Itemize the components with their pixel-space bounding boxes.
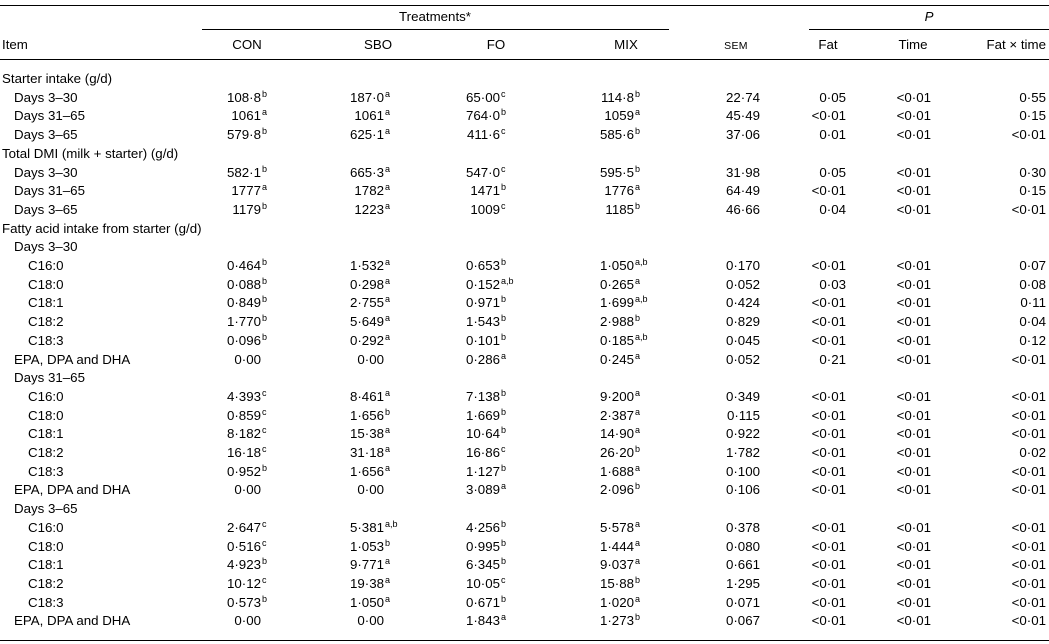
p-fat-cell: 0·04 <box>819 201 846 217</box>
value-number: 1·127 <box>465 463 500 479</box>
p-fat-x-time-cell: <0·01 <box>1011 594 1046 610</box>
value-number: 0·00 <box>234 351 261 367</box>
section-label: Total DMI (milk + starter) (g/d) <box>2 145 179 161</box>
section-label: Starter intake (g/d) <box>2 71 113 86</box>
row-label: Days 31–65 <box>14 108 85 124</box>
sem-cell: 0·349 <box>725 388 760 404</box>
value-number: 0·573 <box>226 594 261 610</box>
sem-cell: 45·49 <box>725 108 760 124</box>
row-label: EPA, DPA and DHA <box>14 351 131 367</box>
p-fat-cell: <0·01 <box>811 538 846 554</box>
value-number: 0·00 <box>357 351 384 367</box>
p-fat-cell: <0·01 <box>811 332 846 348</box>
p-time-cell: <0·01 <box>896 613 931 629</box>
col-header-sbo: SBO <box>363 37 393 52</box>
value-number: 9·037 <box>599 557 634 573</box>
sem-cell: 0·424 <box>725 295 760 311</box>
value-number: 9·771 <box>349 557 384 573</box>
sem-cell: 0·106 <box>725 482 760 498</box>
p-time-cell: <0·01 <box>896 127 931 143</box>
sem-cell: 1·782 <box>725 445 760 460</box>
sem-cell: 46·66 <box>725 201 760 217</box>
row-label: C18:2 <box>28 314 64 330</box>
col-header-fat: Fat <box>818 37 838 52</box>
section-label: Days 3–30 <box>14 239 78 255</box>
value-number: 0·088 <box>226 276 261 292</box>
value-number: 1·543 <box>465 314 500 330</box>
col-header-fo: FO <box>486 37 506 52</box>
p-time-cell: <0·01 <box>896 482 931 498</box>
p-fat-cell: <0·01 <box>811 445 846 460</box>
row-label: C18:2 <box>28 445 64 460</box>
sem-cell: 0·052 <box>725 276 760 292</box>
row-label: C18:0 <box>28 276 64 292</box>
value-number: 0·096 <box>226 332 261 348</box>
row-label: C18:1 <box>28 557 64 573</box>
p-fat-x-time-cell: <0·01 <box>1011 127 1046 143</box>
p-time-cell: <0·01 <box>896 557 931 573</box>
value-number: 1223 <box>354 201 384 217</box>
p-fat-cell: <0·01 <box>811 108 846 124</box>
p-time-cell: <0·01 <box>896 164 931 180</box>
value-number: 0·00 <box>234 482 261 498</box>
value-number: 108·8 <box>226 89 261 105</box>
value-number: 2·647 <box>226 519 261 535</box>
sem-cell: 0·922 <box>725 426 760 442</box>
row-label: C18:1 <box>28 295 64 311</box>
value-number: 16·18 <box>226 445 261 460</box>
value-number: 114·8 <box>600 89 634 105</box>
value-number: 0·245 <box>599 351 634 367</box>
p-time-cell: <0·01 <box>896 538 931 554</box>
value-number: 1185 <box>605 201 634 217</box>
value-number: 579·8 <box>226 127 261 143</box>
value-number: 10·05 <box>465 575 500 591</box>
value-number: 5·649 <box>349 314 384 330</box>
p-time-cell: <0·01 <box>896 314 931 330</box>
p-fat-cell: <0·01 <box>811 575 846 591</box>
value-number: 1776 <box>604 183 634 199</box>
value-number: 764·0 <box>465 108 500 124</box>
value-number: 0·00 <box>357 613 384 629</box>
row-label: C16:0 <box>28 519 64 535</box>
p-fat-x-time-cell: <0·01 <box>1011 519 1046 535</box>
value-number: 8·461 <box>349 388 384 404</box>
value-number: 4·393 <box>226 388 261 404</box>
value-number: 0·464 <box>226 258 261 273</box>
value-number: 582·1 <box>226 164 261 180</box>
value-number: 1059 <box>604 108 634 124</box>
value-number: 1061 <box>354 108 384 124</box>
p-fat-cell: <0·01 <box>811 519 846 535</box>
value-number: 1·444 <box>599 538 634 554</box>
value-number: 1·656 <box>349 463 384 479</box>
p-time-cell: <0·01 <box>896 89 931 105</box>
p-fat-cell: <0·01 <box>811 183 846 199</box>
row-label: EPA, DPA and DHA <box>14 482 131 498</box>
col-header-mix: MIX <box>614 37 638 52</box>
p-fat-x-time-cell: 0·04 <box>1019 314 1046 330</box>
sem-cell: 0·829 <box>725 314 760 330</box>
p-time-cell: <0·01 <box>896 295 931 311</box>
p-fat-cell: <0·01 <box>811 295 846 311</box>
p-fat-x-time-cell: <0·01 <box>1011 538 1046 554</box>
value-number: 0·298 <box>349 276 384 292</box>
p-fat-x-time-cell: <0·01 <box>1011 388 1046 404</box>
value-number: 547·0 <box>465 164 500 180</box>
p-time-cell: <0·01 <box>896 463 931 479</box>
value-number: 14·90 <box>599 426 634 442</box>
value-number: 0·101 <box>465 332 500 348</box>
sem-cell: 37·06 <box>725 127 760 143</box>
p-fat-x-time-cell: 0·15 <box>1019 183 1046 199</box>
row-label: Days 3–30 <box>14 164 78 180</box>
sem-cell: 0·071 <box>725 594 760 610</box>
row-label: C16:0 <box>28 258 64 273</box>
sem-cell: 0·045 <box>725 332 760 348</box>
value-number: 1·050 <box>349 594 384 610</box>
p-time-cell: <0·01 <box>896 201 931 217</box>
nutrition-table: Treatments* P Item CON SBO FO MIX SEM Fat Time Fat × time Starter intake (g/d) Days 3–30 108·8 b 187·0 a 65·00 c 114·8 b 22·74 0·05 <0·01 0·55 Days 31–65 1061 a 1061 a 764·0 b 1059 a 45·49 <0·01 <0·01 0·15 Days 3–65 579·8 b 625·1 a 411·6 c 585·6 b 37·06 0·01 <0·01 <0·01 Total DMI (milk + starter) (g/d) Days 3–30 582·1 b 665·3 a 547·0 c 595·5 b 31·98 0·05 <0·01 0·30 Days 31–65 1777 a 1782 a 1471 b 1776 a 64·49 <0·01 <0·01 0·15 Days 3–65 1179 b 1223 a 1009 c 1185 b 46·66 0·04 <0·01 <0·01 Fatty acid intake from starter (g/d) Days 3–30 C16:0 0·464 b 1·532 a 0·653 b 1·050 a,b 0·170 <0·01 <0·01 0·07 C18:0 0·088 b 0·298 a 0·152 a,b 0·265 a 0·052 0·03 <0·01 0·08 C18:1 0·849 b 2·755 a 0·971 b 1·699 a,b 0·424 <0·01 <0·01 0·11 C18:2 1·770 b 5·649 a 1·543 b 2·988 b 0·829 <0·01 <0·01 0·04 C18:3 0·096 b 0·292 a 0·101 b 0·185 a,b 0·045 <0·01 <0·01 0·12 EPA, DPA and DHA 0·00 0·00 0·286 a 0·245 a 0·052 0·21 <0·01 <0·01 Days 31–65 C16:0 4·393 c 8·461 a 7·138 b 9·200 a 0·349 <0·01 <0·01 <0·01 C18:0 0·859 c 1·656 b 1·669 b 2·387 a 0·115 <0·01 <0·01 <0·01 C18:1 8·182 c 15·38 a 10·64 b 14·90 a 0·922 <0·01 <0·01 <0·01 C18:2 16·18 c 31·18 a 16·86 c 26·20 b 1·782 <0·01 <0·01 0·02 C18:3 0·952 b 1·656 a 1·127 b 1·688 a 0·100 <0·01 <0·01 <0·01 EPA, DPA and DHA 0·00 0·00 3·089 a 2·096 b 0·106 <0·01 <0·01 <0·01 Days 3–65 C16:0 2·647 c 5·381 a,b 4·256 b 5·578 a 0·378 <0·01 <0·01 <0·01 C18:0 0·516 c 1·053 b 0·995 b 1·444 a 0·080 <0·01 <0·01 <0·01 C18:1 4·923 b 9·771 a 6·345 b 9·037 a 0·661 <0·01 <0·01 <0·01 C18:2 10·12 c 19·38 a 10·05 c 15·88 b 1·295 <0·01 <0·01 <0·01 C18:3 0·573 b 1·050 a 0·671 b 1·020 a 0·071 <0·01 <0·01 <0·01 EPA, DPA and DHA 0·00 0·00 1·843 a 1·273 b 0·067 <0·01 <0·01 <0·01 <box>0 0 1049 644</box>
p-fat-x-time-cell: 0·08 <box>1019 276 1046 292</box>
value-number: 1782 <box>354 183 384 199</box>
p-time-cell: <0·01 <box>896 108 931 124</box>
value-number: 4·256 <box>465 519 500 535</box>
value-number: 0·671 <box>465 594 500 610</box>
value-number: 10·64 <box>465 426 500 442</box>
row-label: C16:0 <box>28 388 64 404</box>
p-fat-cell: <0·01 <box>811 463 846 479</box>
p-fat-cell: <0·01 <box>811 314 846 330</box>
value-number: 2·387 <box>599 407 634 423</box>
p-fat-cell: <0·01 <box>811 613 846 629</box>
col-header-sem: SEM <box>724 40 748 52</box>
p-fat-cell: 0·05 <box>819 89 846 105</box>
row-label: Days 3–65 <box>14 127 78 143</box>
top-rule <box>0 5 1049 6</box>
p-fat-x-time-cell: <0·01 <box>1011 463 1046 479</box>
p-fat-x-time-cell: <0·01 <box>1011 201 1046 217</box>
p-fat-x-time-cell: <0·01 <box>1011 613 1046 629</box>
p-fat-cell: <0·01 <box>811 426 846 442</box>
value-number: 665·3 <box>349 164 384 180</box>
p-time-cell: <0·01 <box>896 519 931 535</box>
p-fat-x-time-cell: <0·01 <box>1011 426 1046 442</box>
p-fat-x-time-cell: 0·11 <box>1020 295 1046 311</box>
row-label: C18:3 <box>28 594 64 610</box>
p-fat-cell: <0·01 <box>811 388 846 404</box>
value-number: 4·923 <box>226 557 261 573</box>
row-label: EPA, DPA and DHA <box>14 613 131 629</box>
p-time-cell: <0·01 <box>896 445 931 460</box>
row-label: C18:1 <box>28 426 64 442</box>
row-label: C18:0 <box>28 538 64 554</box>
value-number: 1·669 <box>465 407 500 423</box>
value-number: 16·86 <box>465 445 500 460</box>
p-fat-x-time-cell: <0·01 <box>1011 575 1046 591</box>
value-number: 595·5 <box>599 164 634 180</box>
p-fat-x-time-cell: 0·15 <box>1019 108 1046 124</box>
value-number: 0·859 <box>226 407 261 423</box>
value-number: 5·578 <box>599 519 634 535</box>
value-number: 585·6 <box>599 127 634 143</box>
value-number: 2·096 <box>599 482 634 498</box>
value-number: 1·273 <box>599 613 634 629</box>
value-number: 0·292 <box>349 332 384 348</box>
value-number: 0·971 <box>465 295 500 311</box>
value-number: 8·182 <box>226 426 261 442</box>
sem-cell: 0·052 <box>725 351 760 367</box>
value-number: 3·089 <box>465 482 500 498</box>
row-label: Days 3–65 <box>14 201 78 217</box>
value-number: 0·995 <box>465 538 500 554</box>
sem-cell: 31·98 <box>725 164 760 180</box>
p-fat-x-time-cell: <0·01 <box>1011 407 1046 423</box>
value-number: 1·688 <box>599 463 634 479</box>
row-label: C18:2 <box>28 575 64 591</box>
value-number: 1·053 <box>349 538 384 554</box>
p-time-cell: <0·01 <box>896 426 931 442</box>
p-time-cell: <0·01 <box>896 351 931 367</box>
value-number: 1·020 <box>599 594 634 610</box>
value-number: 625·1 <box>349 127 384 143</box>
sem-cell: 0·115 <box>726 407 760 423</box>
value-number: 7·138 <box>465 388 500 404</box>
sem-cell: 0·661 <box>725 557 760 573</box>
p-fat-x-time-cell: 0·02 <box>1019 445 1046 460</box>
value-number: 1·656 <box>349 407 384 423</box>
value-number: 0·152 <box>465 276 500 292</box>
section-label: Fatty acid intake from starter (g/d) <box>2 220 202 236</box>
value-number: 1471 <box>470 183 500 199</box>
p-header: P <box>924 9 934 24</box>
p-time-cell: <0·01 <box>896 388 931 404</box>
p-fat-x-time-cell: <0·01 <box>1011 482 1046 498</box>
sem-cell: 0·170 <box>725 258 760 273</box>
value-number: 1·699 <box>599 295 634 311</box>
value-number: 26·20 <box>599 445 634 460</box>
p-fat-x-time-cell: 0·07 <box>1019 258 1046 273</box>
value-number: 1009 <box>470 201 500 217</box>
value-number: 0·00 <box>357 482 384 498</box>
p-fat-cell: <0·01 <box>811 407 846 423</box>
col-header-fat-x-time: Fat × time <box>986 37 1046 52</box>
value-number: 1179 <box>232 201 261 217</box>
row-label: C18:0 <box>28 407 64 423</box>
p-fat-cell: <0·01 <box>811 594 846 610</box>
p-rule <box>809 29 1049 30</box>
sem-cell: 64·49 <box>725 183 760 199</box>
p-fat-cell: 0·21 <box>819 351 846 367</box>
value-number: 0·516 <box>226 538 261 554</box>
header-rule <box>0 59 1049 60</box>
sem-cell: 0·080 <box>725 538 760 554</box>
value-number: 0·849 <box>226 295 261 311</box>
value-number: 2·755 <box>349 295 384 311</box>
value-number: 1·050 <box>599 258 634 273</box>
p-time-cell: <0·01 <box>896 183 931 199</box>
row-label: Days 31–65 <box>14 183 85 199</box>
p-time-cell: <0·01 <box>896 575 931 591</box>
value-number: 0·00 <box>234 613 261 629</box>
value-number: 10·12 <box>226 575 261 591</box>
value-number: 1·770 <box>226 314 261 330</box>
col-header-con: CON <box>232 37 262 52</box>
p-fat-x-time-cell: 0·30 <box>1019 164 1046 180</box>
p-fat-cell: 0·01 <box>819 127 846 143</box>
value-number: 0·286 <box>465 351 500 367</box>
sem-cell: 0·100 <box>725 463 760 479</box>
item-header: Item <box>2 37 28 52</box>
section-label: Days 31–65 <box>14 370 85 386</box>
value-number: 0·185 <box>599 332 634 348</box>
section-label: Days 3–65 <box>14 501 78 517</box>
sem-cell: 22·74 <box>725 89 760 105</box>
value-number: 0·653 <box>465 258 500 273</box>
treatments-header: Treatments* <box>399 9 471 24</box>
p-time-cell: <0·01 <box>896 332 931 348</box>
p-fat-cell: <0·01 <box>811 482 846 498</box>
p-fat-cell: <0·01 <box>811 258 846 273</box>
value-number: 15·88 <box>599 575 634 591</box>
value-number: 1061 <box>231 108 261 124</box>
value-number: 0·952 <box>226 463 261 479</box>
bottom-rule <box>0 640 1049 641</box>
value-number: 2·988 <box>599 314 634 330</box>
value-number: 0·265 <box>599 276 634 292</box>
treatments-rule <box>202 29 669 30</box>
value-number: 187·0 <box>349 89 384 105</box>
col-header-time: Time <box>898 37 928 52</box>
row-label: Days 3–30 <box>14 89 78 105</box>
value-number: 5·381 <box>349 519 384 535</box>
value-number: 65·00 <box>465 89 500 105</box>
value-number: 1·843 <box>465 613 500 629</box>
p-time-cell: <0·01 <box>896 407 931 423</box>
value-number: 1777 <box>231 183 261 199</box>
value-number: 19·38 <box>349 575 384 591</box>
p-time-cell: <0·01 <box>896 276 931 292</box>
sem-cell: 0·067 <box>725 613 760 629</box>
p-fat-x-time-cell: 0·55 <box>1019 89 1046 105</box>
p-time-cell: <0·01 <box>896 258 931 273</box>
value-number: 6·345 <box>465 557 500 573</box>
p-fat-cell: 0·05 <box>819 164 846 180</box>
p-fat-x-time-cell: <0·01 <box>1011 557 1046 573</box>
value-number: 31·18 <box>349 445 384 460</box>
p-time-cell: <0·01 <box>896 594 931 610</box>
row-label: C18:3 <box>28 463 64 479</box>
value-number: 411·6 <box>466 127 500 143</box>
p-fat-cell: 0·03 <box>819 276 846 292</box>
p-fat-cell: <0·01 <box>811 557 846 573</box>
sem-cell: 1·295 <box>725 575 760 591</box>
value-number: 9·200 <box>599 388 634 404</box>
p-fat-x-time-cell: 0·12 <box>1019 332 1046 348</box>
row-label: C18:3 <box>28 332 64 348</box>
p-fat-x-time-cell: <0·01 <box>1011 351 1046 367</box>
value-number: 15·38 <box>349 426 384 442</box>
value-number: 1·532 <box>349 258 384 273</box>
sem-cell: 0·378 <box>725 519 760 535</box>
